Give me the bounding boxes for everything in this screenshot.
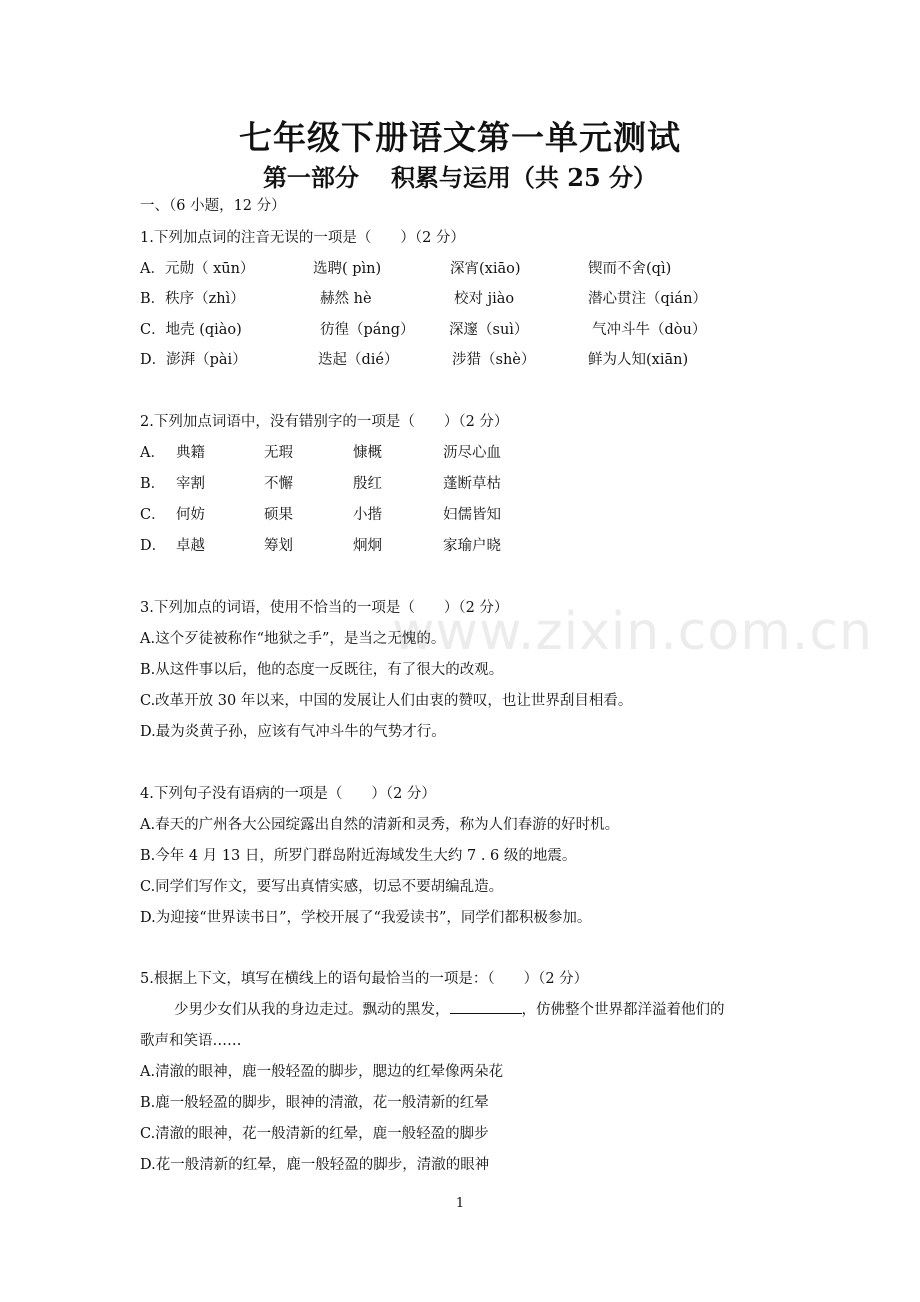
q1-cell: 气冲斗牛（dòu） [592,322,707,338]
fill-blank [450,1001,522,1014]
page-number: 1 [455,1196,465,1211]
q1-cell: A．元勋（ xūn） [140,261,255,277]
watermark: www.zixin.com.cn [392,602,873,662]
q4-option-b: B.今年 4 月 13 日，所罗门群岛附近海域发生大约 7 . 6 级的地震。 [140,848,577,864]
q3-option-c: C.改革开放 30 年以来，中国的发展让人们由衷的赞叹，也让世界刮目相看。 [140,693,633,709]
q2-cell: 不懈 [264,476,293,492]
q1-cell: 深邃（suì） [449,322,529,338]
q1-cell: 潜心贯注（qián） [588,291,707,307]
q2-stem: 2.下列加点词语中，没有错别字的一项是（ ）（2 分） [140,414,509,430]
q2-label: B． [140,476,166,492]
q2-cell: 蓬断草枯 [443,476,501,492]
q4-option-a: A.春天的广州各大公园绽露出自然的清新和灵秀，称为人们春游的好时机。 [140,817,620,833]
q5-passage-part: 少男少女们从我的身边走过。飘动的黑发， [174,1002,450,1018]
q4-stem: 4.下列句子没有语病的一项是（ ）（2 分） [140,786,436,802]
q1-cell: 锲而不舍(qì) [588,261,672,277]
q2-cell: 沥尽心血 [443,445,501,461]
q2-cell: 慷概 [353,445,382,461]
q2-cell: 妇儒皆知 [443,507,501,523]
q2-cell: 硕果 [264,507,293,523]
q1-cell: C．地壳 (qiào) [140,322,242,338]
q1-stem: 1.下列加点词的注音无误的一项是（ ）（2 分） [140,230,465,246]
q2-cell: 何妨 [176,507,205,523]
q2-label: A． [140,445,165,461]
q3-stem: 3.下列加点的词语，使用不恰当的一项是（ ）（2 分） [140,600,509,616]
q2-cell: 家瑜户晓 [443,538,501,554]
q1-cell: B．秩序（zhì） [140,291,245,307]
q2-cell: 殷红 [353,476,382,492]
q3-option-a: A.这个歹徒被称作“地狱之手”，是当之无愧的。 [140,631,446,647]
q3-option-b: B.从这件事以后，他的态度一反既往，有了很大的改观。 [140,662,504,678]
q2-cell: 小揩 [353,507,382,523]
q1-cell: 校对 jiào [454,291,515,307]
q1-cell: 彷徨（páng） [320,322,415,338]
q2-cell: 无瑕 [264,445,293,461]
q2-cell: 典籍 [176,445,205,461]
q2-cell: 卓越 [176,538,205,554]
q2-cell: 炯炯 [353,538,382,554]
q5-stem: 5.根据上下文，填写在横线上的语句最恰当的一项是：（ ）（2 分） [140,971,589,987]
page-title: 七年级下册语文第一单元测试 [239,118,681,157]
q5-option-c: C.清澈的眼神，花一般清新的红晕，鹿一般轻盈的脚步 [140,1126,489,1142]
q5-passage [174,998,725,1019]
section-heading: 一、（6 小题，12 分） [140,198,286,214]
q1-cell: 选聘( pìn) [313,261,382,277]
q5-option-b: B.鹿一般轻盈的脚步，眼神的清澈，花一般清新的红晕 [140,1095,489,1111]
q4-option-c: C.同学们写作文，要写出真情实感，切忌不要胡编乱造。 [140,879,504,895]
part-name: 第一部分 [262,163,359,192]
q1-cell: D．澎湃（pài） [140,352,247,368]
q1-cell: 涉猎（shè） [452,352,536,368]
q5-passage-end: 歌声和笑语…… [140,1033,242,1049]
q3-option-d: D.最为炎黄子孙，应该有气冲斗牛的气势才行。 [140,724,446,740]
q5-option-a: A.清澈的眼神，鹿一般轻盈的脚步，腮边的红晕像两朵花 [140,1064,504,1080]
q5-passage-part: ，仿佛整个世界都洋溢着他们的 [521,1002,725,1018]
q2-cell: 筹划 [264,538,293,554]
q5-option-d: D.花一般清新的红晕，鹿一般轻盈的脚步，清澈的眼神 [140,1157,490,1173]
q1-cell: 鲜为人知(xiān) [588,352,689,368]
part-heading [0,158,920,193]
q2-label: C． [140,507,166,523]
q1-cell: 深宵(xiāo) [450,261,521,277]
q2-cell: 宰割 [176,476,205,492]
part-desc: 积累与运用（共 25 分） [390,163,658,192]
q1-cell: 赫然 hè [320,291,372,307]
q4-option-d: D.为迎接“世界读书日”，学校开展了“我爱读书”，同学们都积极参加。 [140,910,592,926]
q1-cell: 迭起（dié） [318,352,399,368]
q2-label: D． [140,538,167,554]
